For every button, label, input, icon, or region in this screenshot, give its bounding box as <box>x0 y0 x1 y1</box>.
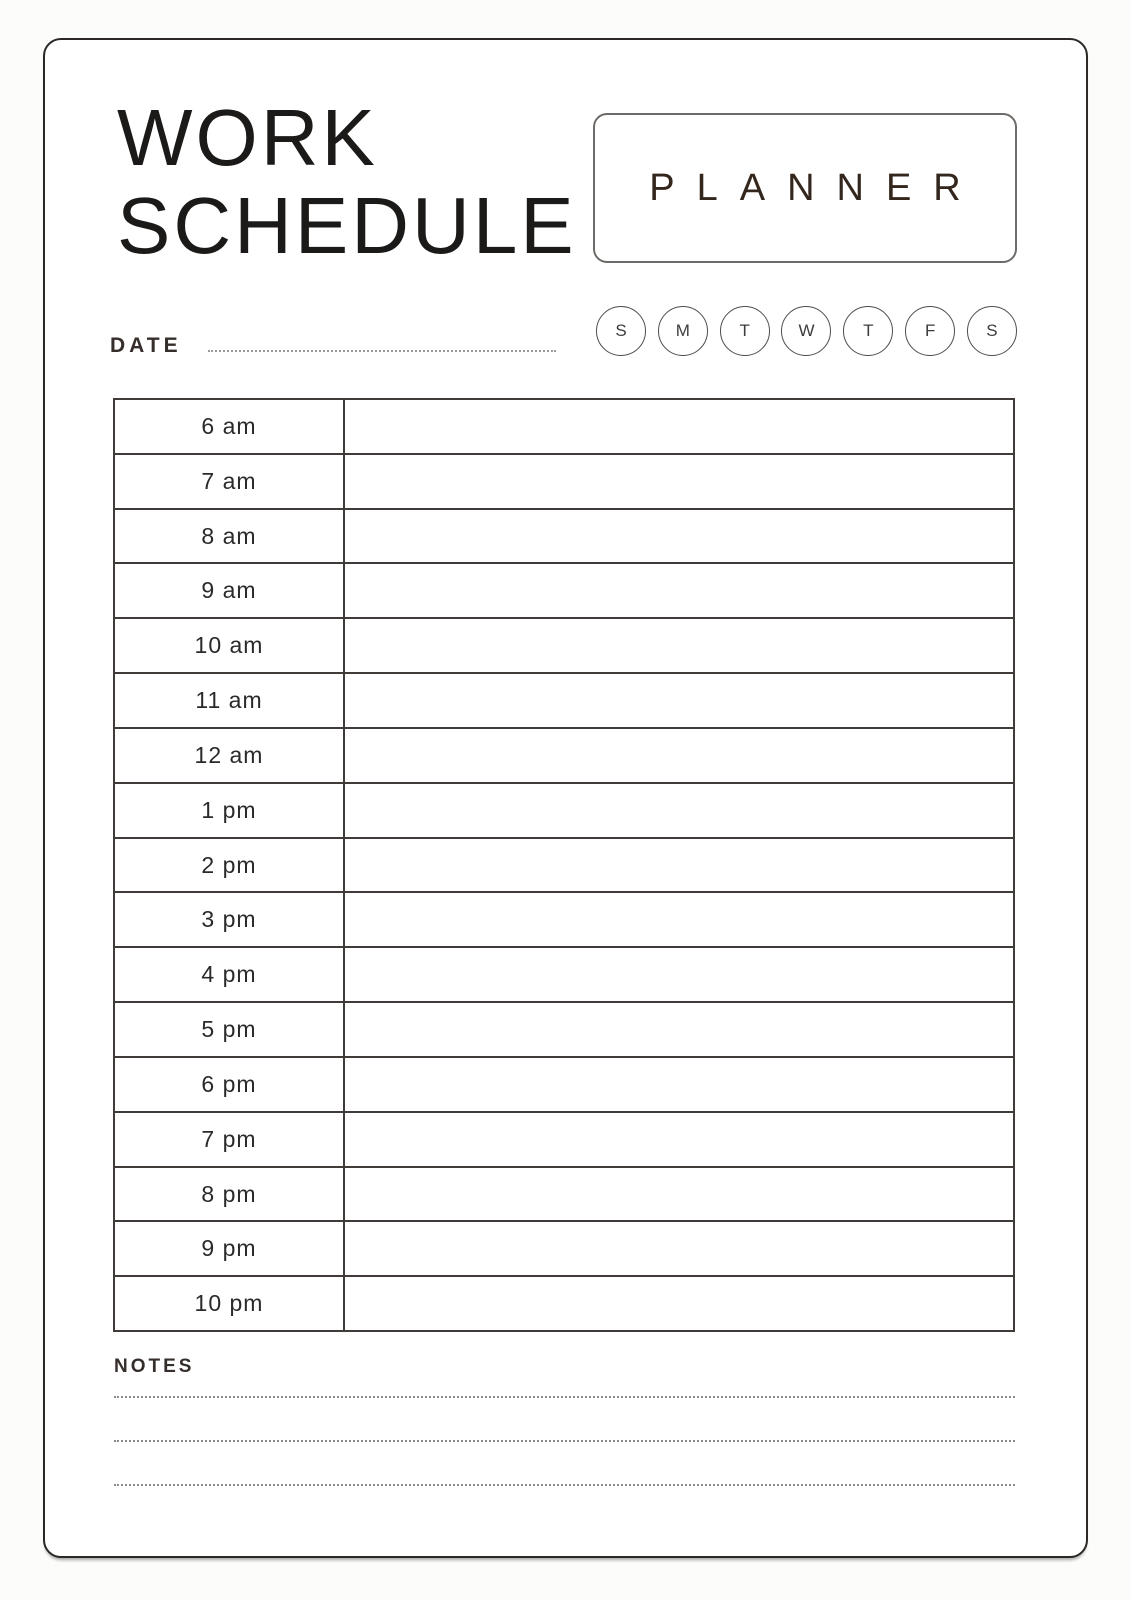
schedule-row <box>115 562 1013 617</box>
time-label: 7 pm <box>115 1113 345 1166</box>
planner-badge <box>593 113 1017 263</box>
day-circle-sunday[interactable] <box>596 306 646 356</box>
date-input-line[interactable] <box>208 330 556 352</box>
time-label: 8 pm <box>115 1168 345 1221</box>
day-circle-wednesday-label: W <box>798 321 815 340</box>
day-circle-thursday-label: T <box>863 321 874 340</box>
day-circle-saturday[interactable] <box>967 306 1017 356</box>
notes-line[interactable] <box>114 1464 1015 1486</box>
schedule-entry-cell[interactable] <box>345 1168 1013 1221</box>
day-circle-tuesday[interactable] <box>720 306 770 356</box>
day-circle-tuesday-label: T <box>739 321 750 340</box>
schedule-row <box>115 400 1013 453</box>
schedule-entry-cell[interactable] <box>345 784 1013 837</box>
time-label: 12 am <box>115 729 345 782</box>
time-label: 6 am <box>115 400 345 453</box>
time-label: 11 am <box>115 674 345 727</box>
schedule-entry-cell[interactable] <box>345 1277 1013 1330</box>
time-label: 9 pm <box>115 1222 345 1275</box>
time-label: 7 am <box>115 455 345 508</box>
schedule-entry-cell[interactable] <box>345 893 1013 946</box>
date-label: DATE <box>110 334 182 357</box>
schedule-row <box>115 453 1013 508</box>
time-label: 4 pm <box>115 948 345 1001</box>
schedule-entry-cell[interactable] <box>345 510 1013 563</box>
notes-line[interactable] <box>114 1420 1015 1442</box>
page-title-line1: WORK <box>117 93 378 182</box>
schedule-entry-cell[interactable] <box>345 1058 1013 1111</box>
notes-label: NOTES <box>114 1356 195 1377</box>
time-label: 10 am <box>115 619 345 672</box>
day-circle-monday[interactable] <box>658 306 708 356</box>
time-label: 9 am <box>115 564 345 617</box>
planner-page <box>43 38 1088 1558</box>
page-title-line2: SCHEDULE <box>117 181 577 270</box>
schedule-row <box>115 1056 1013 1111</box>
schedule-row <box>115 672 1013 727</box>
schedule-row <box>115 891 1013 946</box>
schedule-entry-cell[interactable] <box>345 948 1013 1001</box>
time-label: 3 pm <box>115 893 345 946</box>
schedule-row <box>115 1220 1013 1275</box>
page-title <box>117 94 577 270</box>
time-label: 10 pm <box>115 1277 345 1330</box>
schedule-row <box>115 727 1013 782</box>
schedule-entry-cell[interactable] <box>345 455 1013 508</box>
schedule-row <box>115 1001 1013 1056</box>
schedule-entry-cell[interactable] <box>345 1113 1013 1166</box>
schedule-row <box>115 617 1013 672</box>
day-circle-monday-label: M <box>675 321 690 340</box>
time-label: 6 pm <box>115 1058 345 1111</box>
schedule-entry-cell[interactable] <box>345 1003 1013 1056</box>
schedule-row <box>115 1111 1013 1166</box>
day-circle-wednesday[interactable] <box>781 306 831 356</box>
planner-badge-label: PLANNER <box>649 166 983 209</box>
schedule-entry-cell[interactable] <box>345 729 1013 782</box>
schedule-entry-cell[interactable] <box>345 619 1013 672</box>
day-circle-friday[interactable] <box>905 306 955 356</box>
schedule-row <box>115 1166 1013 1221</box>
day-circle-friday-label: F <box>924 321 936 340</box>
day-circle-thursday[interactable] <box>843 306 893 356</box>
schedule-entry-cell[interactable] <box>345 564 1013 617</box>
time-label: 2 pm <box>115 839 345 892</box>
schedule-entry-cell[interactable] <box>345 400 1013 453</box>
schedule-row <box>115 508 1013 563</box>
schedule-row <box>115 782 1013 837</box>
schedule-row <box>115 946 1013 1001</box>
schedule-entry-cell[interactable] <box>345 839 1013 892</box>
day-circle-sunday-label: S <box>615 321 627 340</box>
time-label: 1 pm <box>115 784 345 837</box>
weekday-selector <box>596 306 1017 356</box>
schedule-row <box>115 837 1013 892</box>
schedule-entry-cell[interactable] <box>345 674 1013 727</box>
notes-line[interactable] <box>114 1376 1015 1398</box>
time-label: 5 pm <box>115 1003 345 1056</box>
schedule-entry-cell[interactable] <box>345 1222 1013 1275</box>
day-circle-saturday-label: S <box>986 321 998 340</box>
schedule-table <box>113 398 1015 1332</box>
schedule-row <box>115 1275 1013 1330</box>
time-label: 8 am <box>115 510 345 563</box>
